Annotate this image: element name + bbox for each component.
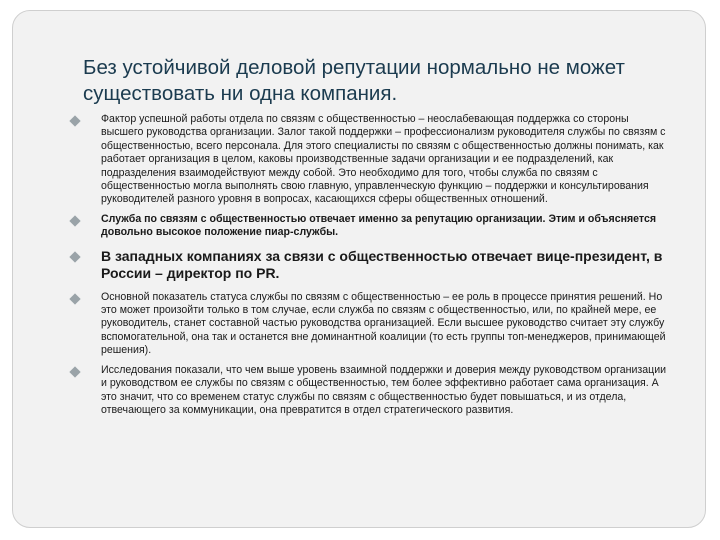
- bullet-diamond-icon: [69, 366, 80, 377]
- bullet-diamond-icon: [69, 215, 80, 226]
- bullet-text: В западных компаниях за связи с общественностью отвечает вице-президент, в России – директор по PR.: [101, 247, 663, 281]
- bullet-text: Исследования показали, что чем выше уровень взаимной поддержки и доверия между руководством организации и руководством ее службы по связям с общественностью, тем более эффективно работает сама организация. А это значит, что со временем статус службы по связям с общественностью будет повышаться, и из отдела, отвечающего за коммуникации, она превратится в отдел стратегического развития.: [101, 363, 667, 416]
- bullet-diamond-icon: [69, 251, 80, 262]
- bullet-item: [71, 291, 671, 358]
- bullet-diamond-icon: [69, 115, 80, 126]
- bullet-list: [71, 113, 671, 417]
- bullet-item: [71, 213, 671, 240]
- bullet-text: Служба по связям с общественностью отвечает именно за репутацию организации. Этим и объясняется довольно высокое положение пиар-службы.: [101, 212, 657, 239]
- bullet-item: [71, 248, 671, 282]
- bullet-item: [71, 364, 671, 418]
- bullet-diamond-icon: [69, 293, 80, 304]
- slide-title: Без устойчивой деловой репутации нормально не может существовать ни одна компания.: [83, 56, 625, 105]
- bullet-item: [71, 113, 671, 207]
- bullet-text: Фактор успешной работы отдела по связям с общественностью – неослабевающая поддержка со стороны высшего руководства организации. Залог такой поддержки – профессионализм руководителя службы по связям с общественностью, всего персонала. Для этого специалисты по связям с общественностью должны понимать, как работает организация в целом, каковы производственные задачи организации и ее подразделений, как подразделения взаимодействуют между собой. Это необходимо для того, чтобы служба по связям с общественностью могла выполнять свою главную, управленческую функцию – поддержки и консультирования руководителей разного уровня в вопросах, касающихся сферы общественных отношений.: [101, 113, 666, 206]
- slide: [12, 10, 706, 528]
- bullet-text: Основной показатель статуса службы по связям с общественностью – ее роль в процессе принятия решений. Но это может произойти только в том случае, если служба по связям с общественностью, или, по крайней мере, ее руководитель, станет составной частью руководства организацией. Если высшее руководство считает эту службу вспомогательной, она так и останется вне доминантной коалиции (то есть группы топ-менеджеров, принимающей решения).: [101, 290, 666, 357]
